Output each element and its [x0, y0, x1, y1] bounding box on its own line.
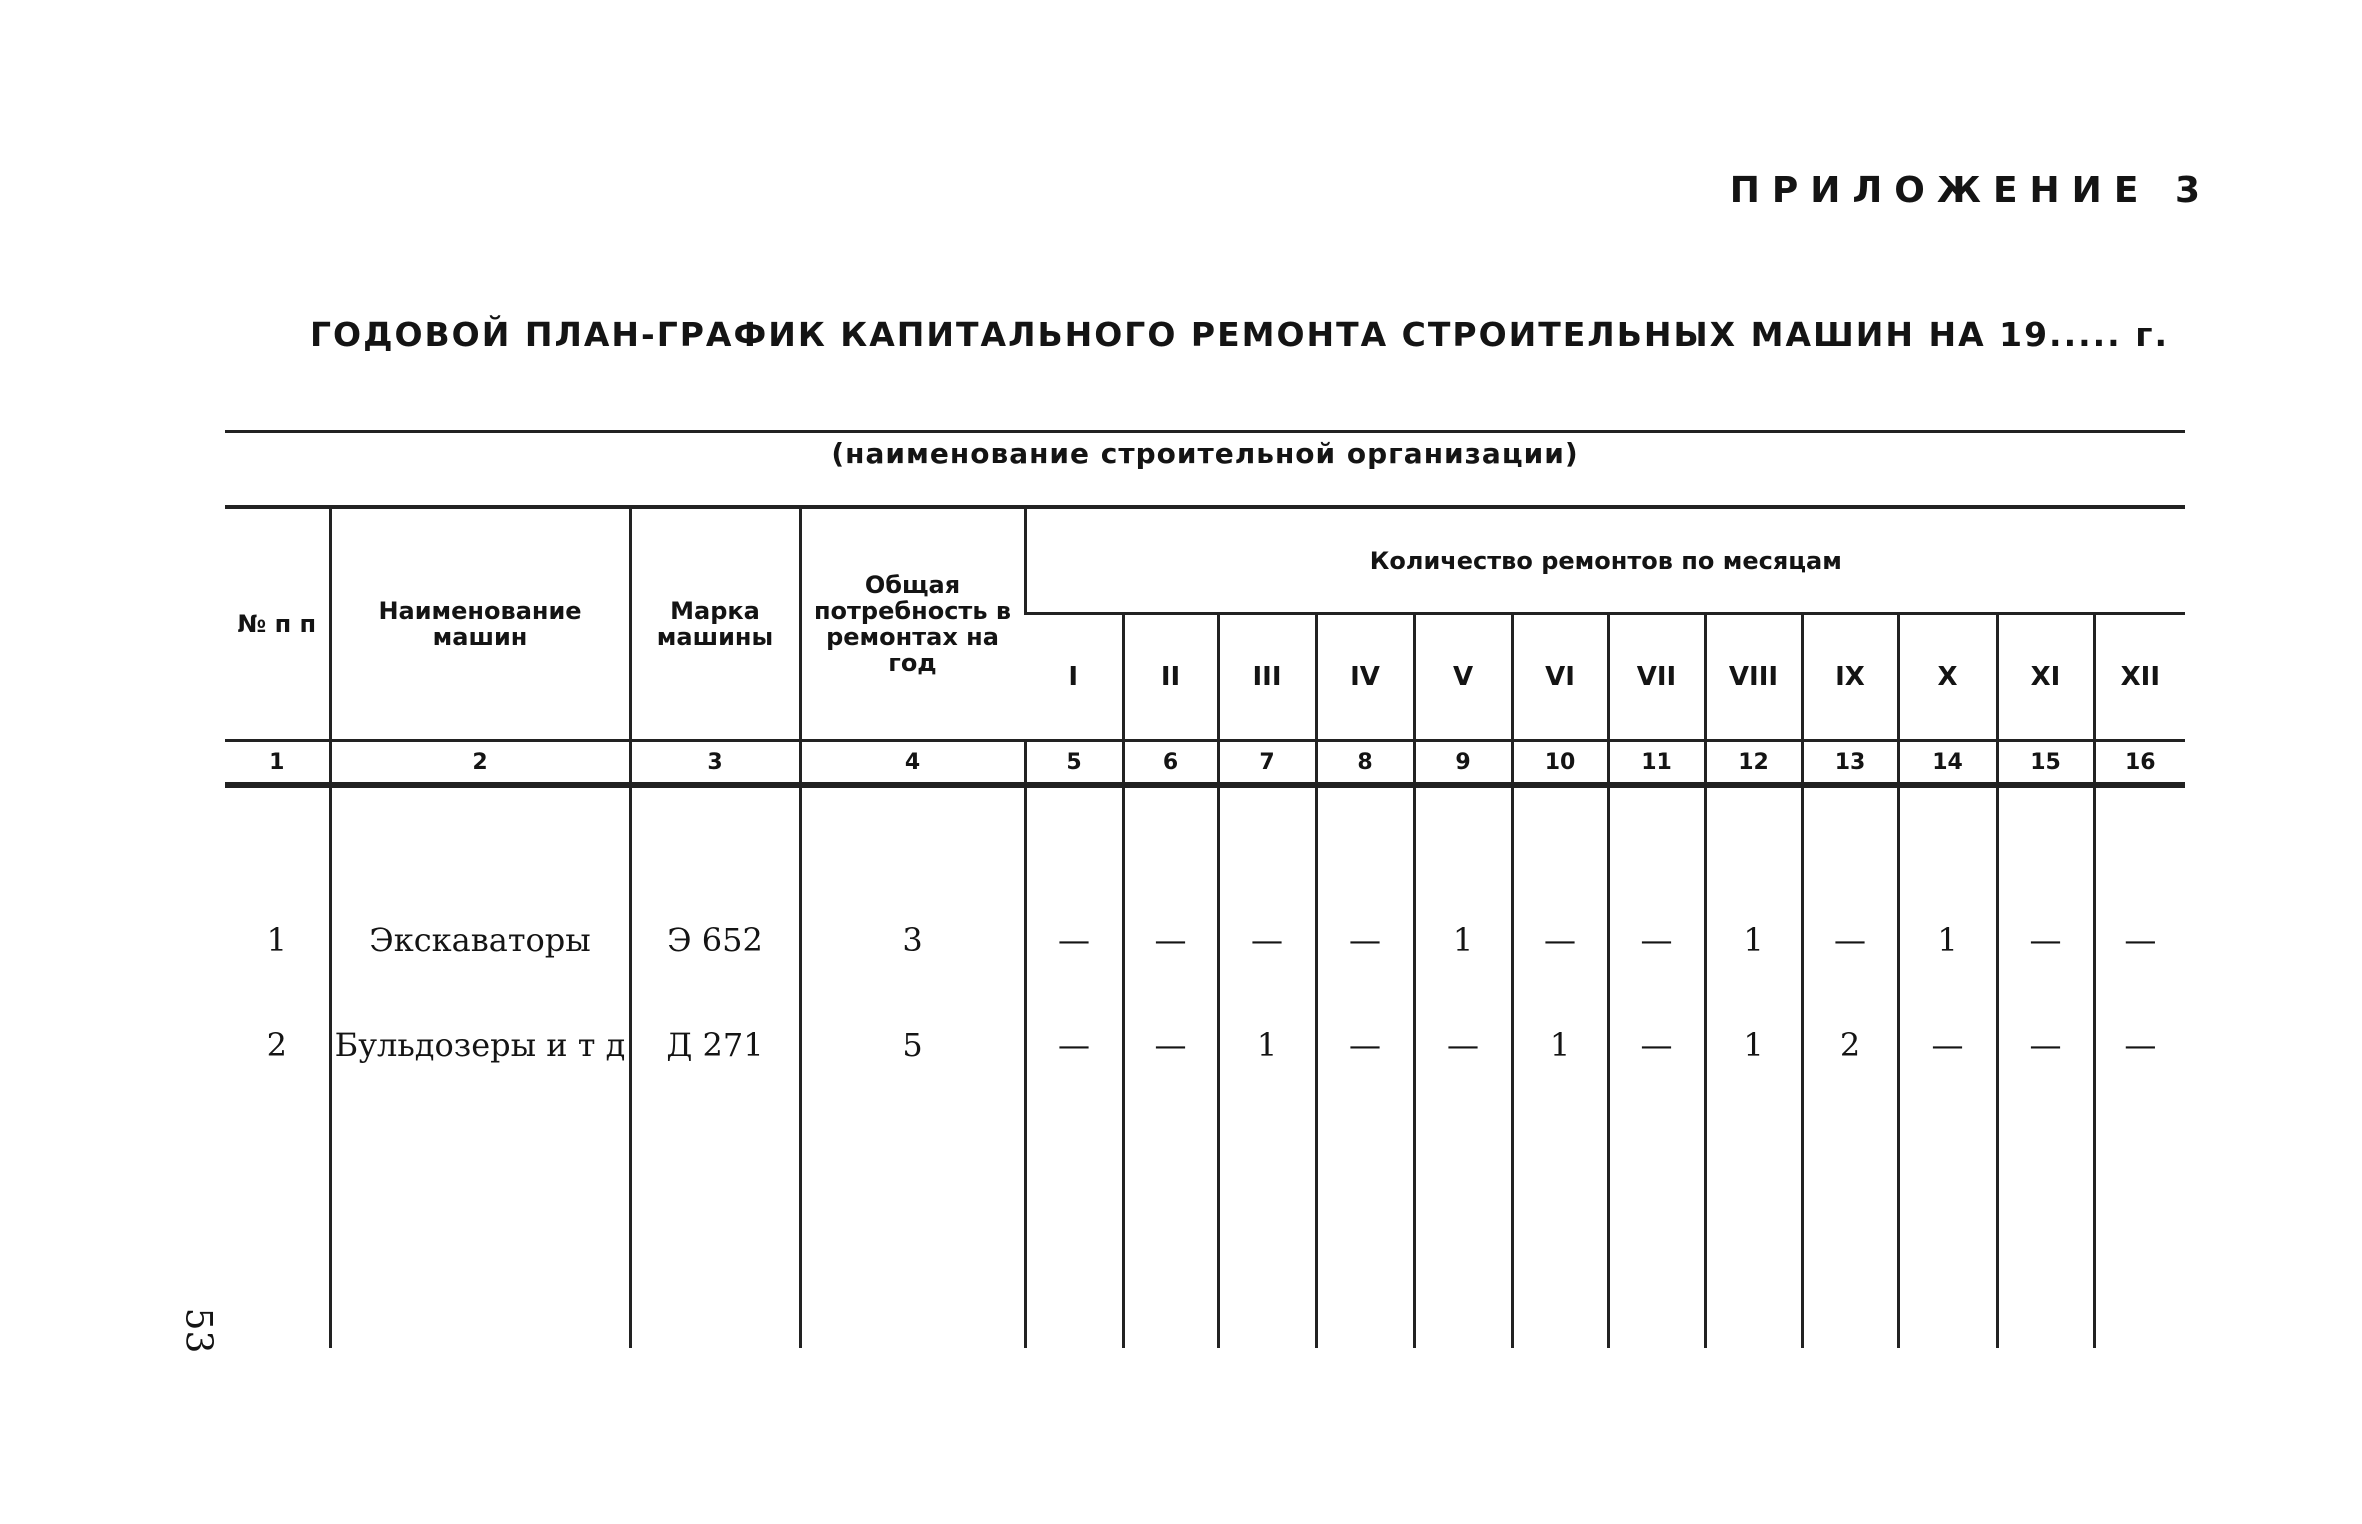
annual-total: 5 [800, 992, 1025, 1098]
table-row [225, 785, 2185, 992]
table-row [225, 992, 2185, 1098]
month-value: — [1218, 785, 1316, 992]
organization-caption: (наименование строительной организации) [831, 437, 1579, 470]
page-number: 53 [177, 1307, 219, 1354]
month-value: — [1997, 992, 2094, 1098]
header-month: VIII [1705, 614, 1802, 741]
machine-mark: Э 652 [630, 785, 800, 992]
column-number: 16 [2094, 741, 2185, 786]
header-month: I [1068, 662, 1079, 693]
column-number: 10 [1512, 741, 1608, 786]
column-number: 6 [1123, 741, 1218, 786]
machine-mark: Д 271 [630, 992, 800, 1098]
month-value: — [1025, 992, 1123, 1098]
month-value: — [1123, 992, 1218, 1098]
column-number-row [225, 741, 2185, 786]
empty-table-row [225, 1098, 2185, 1348]
month-value: 2 [1802, 992, 1898, 1098]
month-value: 1 [1705, 785, 1802, 992]
month-value: — [1997, 785, 2094, 992]
month-value: — [1608, 785, 1705, 992]
row-number: 2 [266, 1026, 287, 1064]
organization-block [225, 430, 2185, 490]
column-number: 12 [1705, 741, 1802, 786]
header-month: XI [1997, 614, 2094, 741]
month-value: 1 [1512, 992, 1608, 1098]
month-value: — [1608, 992, 1705, 1098]
row-number: 1 [266, 921, 287, 959]
column-number: 14 [1898, 741, 1997, 786]
month-value: — [1898, 992, 1997, 1098]
header-machine-name: Наименование машин [330, 507, 630, 741]
header-month: X [1898, 614, 1997, 741]
month-value: — [1316, 992, 1414, 1098]
header-month: II [1123, 614, 1218, 741]
month-value: 1 [1218, 992, 1316, 1098]
month-value: 1 [1414, 785, 1512, 992]
column-number: 15 [1997, 741, 2094, 786]
month-value: — [1414, 992, 1512, 1098]
column-number: 11 [1608, 741, 1705, 786]
header-month: III [1218, 614, 1316, 741]
month-value: — [1316, 785, 1414, 992]
machine-name: Экскаваторы [330, 785, 630, 992]
machine-name: Бульдозеры и т д [330, 992, 630, 1098]
header-months-group: Количество ремонтов по месяцам [1025, 507, 2185, 614]
column-number: 2 [330, 741, 630, 786]
month-value: — [2094, 785, 2185, 992]
header-row-number: № п п [237, 610, 317, 638]
month-value: — [1802, 785, 1898, 992]
month-value: — [1025, 785, 1123, 992]
header-month: VII [1608, 614, 1705, 741]
column-number: 13 [1802, 741, 1898, 786]
header-month: XII [2094, 614, 2185, 741]
month-value: — [2094, 992, 2185, 1098]
column-number: 7 [1218, 741, 1316, 786]
column-number: 4 [800, 741, 1025, 786]
repair-schedule-table [225, 505, 2185, 1348]
column-number: 1 [225, 741, 330, 786]
month-value: 1 [1705, 992, 1802, 1098]
column-number: 5 [1025, 741, 1123, 786]
column-number: 9 [1414, 741, 1512, 786]
document-title: ГОДОВОЙ ПЛАН-ГРАФИК КАПИТАЛЬНОГО РЕМОНТА СТРОИТЕЛЬНЫХ МАШИН НА 19..... г. [310, 315, 2169, 354]
header-month: IX [1802, 614, 1898, 741]
header-month: VI [1512, 614, 1608, 741]
month-value: 1 [1898, 785, 1997, 992]
column-number: 3 [630, 741, 800, 786]
header-month: V [1414, 614, 1512, 741]
annual-total: 3 [800, 785, 1025, 992]
column-number: 8 [1316, 741, 1414, 786]
header-month: IV [1316, 614, 1414, 741]
header-annual-total: Общая потребность в ремонтах на год [800, 507, 1025, 741]
month-value: — [1512, 785, 1608, 992]
appendix-label: ПРИЛОЖЕНИЕ 3 [1729, 170, 2212, 211]
header-machine-mark: Марка машины [630, 507, 800, 741]
month-value: — [1123, 785, 1218, 992]
